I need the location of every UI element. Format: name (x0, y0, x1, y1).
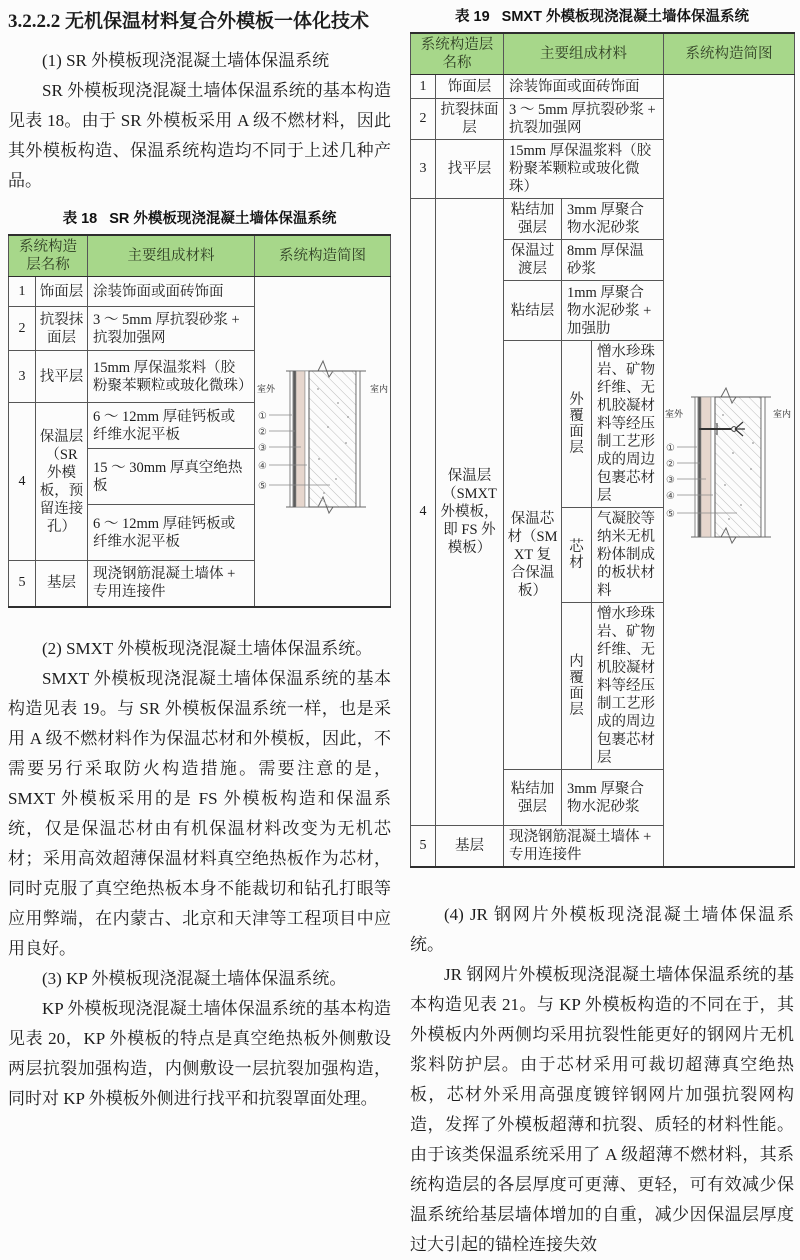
cell-diagram (255, 277, 391, 607)
cell-layer-name: 找平层 (36, 351, 88, 403)
t19-header-diagram: 系统构造简图 (664, 33, 795, 75)
table18-caption (8, 210, 391, 228)
callout-1: ① (666, 443, 675, 454)
cell-layer-name: 找平层 (436, 140, 504, 199)
right-column (410, 6, 794, 1254)
wall-section-diagram-smxt (665, 383, 793, 553)
cell-material: 涂装饰面或面砖饰面 (504, 75, 664, 99)
cell-material: 15mm 厚保温浆料（胶粉聚苯颗粒或玻化微珠） (504, 140, 664, 199)
table19-caption-number: 表 19 (455, 9, 490, 25)
cell-material: 现浇钢筋混凝土墙体 + 专用连接件 (504, 826, 664, 868)
cell-num: 3 (411, 140, 436, 199)
table18-caption-title: SR 外模板现浇混凝土墙体保温系统 (109, 211, 337, 227)
cell-material: 6 ～ 12mm 厚硅钙板或纤维水泥平板 (88, 505, 255, 561)
room-outside-label: 室外 (665, 409, 684, 419)
table-row (411, 33, 795, 75)
t18-header-diagram: 系统构造简图 (255, 235, 391, 277)
table19-caption (410, 8, 794, 26)
table18-caption-number: 表 18 (62, 211, 98, 227)
table-18 (8, 234, 391, 608)
cell-material: 3mm 厚聚合物水泥砂浆 (562, 199, 664, 240)
cell-diagram (664, 75, 795, 868)
callout-3: ③ (257, 442, 267, 454)
cell-material: 15mm 厚保温浆料（胶粉聚苯颗粒或玻化微珠） (88, 351, 255, 403)
table-row (9, 235, 391, 277)
table-19 (410, 32, 795, 868)
table-row (9, 277, 391, 307)
cell-material: 3 ～ 5mm 厚抗裂砂浆 + 抗裂加强网 (504, 99, 664, 140)
callout-5: ⑤ (666, 509, 675, 520)
para-smxt-title: (2) SMXT 外模板现浇混凝土墙体保温系统。 (42, 638, 373, 658)
cell-layer-name: 保温层（SMXT 外模板，即 FS 外模板） (436, 199, 504, 826)
para-sr-title: (1) SR 外模板现浇混凝土墙体保温系统 (42, 51, 330, 70)
cell-sublayer-name: 内覆面层 (562, 603, 592, 770)
t18-header-layer: 系统构造层名称 (9, 235, 88, 277)
cell-num: 1 (411, 75, 436, 99)
cell-layer-name: 保温层（SR 外模板，预留连接孔） (36, 403, 88, 561)
table19-caption-title: SMXT 外模板现浇混凝土墙体保温系统 (501, 9, 749, 25)
cell-sublayer-name: 芯材 (562, 508, 592, 603)
cell-material: 憎水珍珠岩、矿物纤维、无机胶凝材料等经压制工艺形成的周边包裹芯材层 (592, 603, 664, 770)
callout-5: ⑤ (257, 480, 267, 492)
cell-core-group-name: 保温芯材（SMXT 复合保温板） (504, 341, 562, 770)
cell-num: 5 (411, 826, 436, 868)
left-column (8, 6, 391, 1134)
para-sr-body: SR 外模板现浇混凝土墙体保温系统的基本构造见表 18。由于 SR 外模板采用 A 级不燃材料，因此其外模板构造、保温系统构造均不同于上述几种产品。 (8, 81, 391, 190)
callout-3: ③ (666, 475, 675, 486)
cell-material: 涂装饰面或面砖饰面 (88, 277, 255, 307)
callout-1: ① (257, 410, 267, 422)
cell-material: 气凝胶等纳米无机粉体制成的板状材料 (592, 508, 664, 603)
cell-layer-name: 饰面层 (36, 277, 88, 307)
cell-material: 憎水珍珠岩、矿物纤维、无机胶凝材料等经压制工艺形成的周边包裹芯材层 (592, 341, 664, 508)
cell-layer-name: 基层 (36, 561, 88, 607)
cell-material: 15 ～ 30mm 厚真空绝热板 (88, 449, 255, 505)
cell-sublayer-name: 粘结层 (504, 281, 562, 341)
para-jr-title: (4) JR 钢网片外模板现浇混凝土墙体保温系统。 (410, 905, 794, 954)
cell-num: 1 (9, 277, 36, 307)
cell-num: 4 (9, 403, 36, 561)
cell-material: 现浇钢筋混凝土墙体 + 专用连接件 (88, 561, 255, 607)
room-inside-label: 室内 (773, 409, 792, 419)
cell-num: 4 (411, 199, 436, 826)
cell-num: 3 (9, 351, 36, 403)
para-smxt-body: SMXT 外模板现浇混凝土墙体保温系统的基本构造见表 19。与 SR 外模板保温系统一样，也是采用 A 级不燃材料作为保温芯材和外模板，因此，不需要另行采取防火构造措施。需要注意的是，SMXT 外模板采用的是 FS 外模板构造和保温系统，仅是保温芯材由有机保温材料改变为无机芯材；采用高效超薄保温材料真空绝热板作为芯材，同时克服了真空绝热板本身不能裁切和钻孔打眼等应用弊端，在内蒙古、北京和天津等工程项目中应用良好。 (8, 668, 391, 958)
cell-sublayer-name: 外覆面层 (562, 341, 592, 508)
cell-num: 2 (411, 99, 436, 140)
t19-header-material: 主要组成材料 (504, 33, 664, 75)
cell-layer-name: 基层 (436, 826, 504, 868)
callout-4: ④ (666, 491, 675, 502)
callout-2: ② (666, 459, 675, 470)
cell-material: 6 ～ 12mm 厚硅钙板或纤维水泥平板 (88, 403, 255, 449)
cell-sublayer-name: 粘结加强层 (504, 199, 562, 240)
cell-num: 2 (9, 307, 36, 351)
section-heading: 3.2.2.2 无机保温材料复合外模板一体化技术 (8, 11, 370, 32)
room-inside-label: 室内 (369, 383, 388, 394)
cell-layer-name: 饰面层 (436, 75, 504, 99)
cell-num: 5 (9, 561, 36, 607)
cell-sublayer-name: 粘结加强层 (504, 770, 562, 826)
callout-4: ④ (257, 460, 267, 472)
cell-material: 3 ～ 5mm 厚抗裂砂浆 + 抗裂加强网 (88, 307, 255, 351)
t18-header-material: 主要组成材料 (88, 235, 255, 277)
t19-header-layer: 系统构造层名称 (411, 33, 504, 75)
room-outside-label: 室外 (256, 383, 275, 394)
para-kp-body: KP 外模板现浇混凝土墙体保温系统的基本构造见表 20，KP 外模板的特点是真空绝热板外侧敷设两层抗裂加强构造，内侧敷设一层抗裂加强构造，同时对 KP 外模板外侧进行找平和抗裂罩面处理。 (8, 998, 391, 1108)
callout-2: ② (257, 426, 267, 438)
cell-material: 1mm 厚聚合物水泥砂浆 + 加强肋 (562, 281, 664, 341)
para-jr-body: JR 钢网片外模板现浇混凝土墙体保温系统的基本构造见表 21。与 KP 外模板构造的不同在于，其外模板内外两侧均采用抗裂性能更好的钢网片无机浆料防护层。由于芯材采用可裁切超薄真空绝热板，芯材外采用高强度镀锌钢网片加强抗裂网构造，发挥了外模板超薄和抗裂、质轻的材料性能。由于该类保温系统采用了 A 级超薄不燃材料，其系统构造层的各层厚度可更薄、更轻，可有效减少保温系统给基层墙体增加的自重，减少因保温层厚度过大引起的锚栓连接失效 (410, 965, 794, 1254)
cell-layer-name: 抗裂抹面层 (436, 99, 504, 140)
cell-sublayer-name: 保温过渡层 (504, 240, 562, 281)
wall-section-diagram-sr (256, 355, 390, 523)
cell-material: 8mm 厚保温砂浆 (562, 240, 664, 281)
table-row (411, 75, 795, 99)
cell-material: 3mm 厚聚合物水泥砂浆 (562, 770, 664, 826)
para-kp-title: (3) KP 外模板现浇混凝土墙体保温系统。 (42, 968, 347, 988)
cell-layer-name: 抗裂抹面层 (36, 307, 88, 351)
